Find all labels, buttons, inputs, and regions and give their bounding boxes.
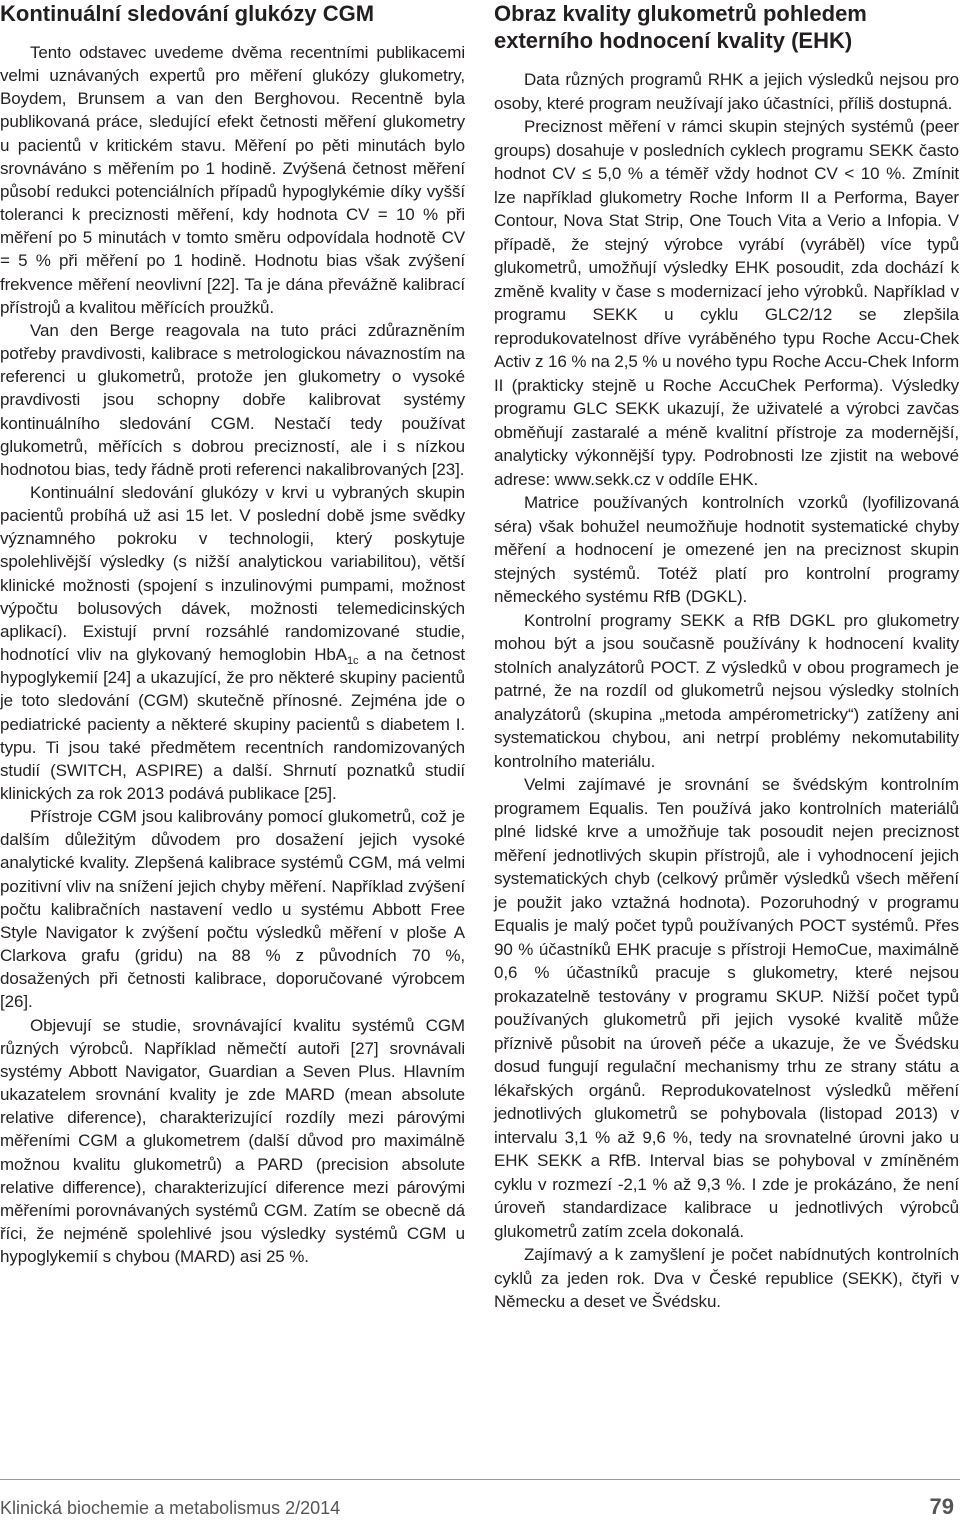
paragraph: Preciznost měření v rámci skupin stejných systémů (peer groups) dosahuje v posledních cyklech programu SEKK často hodnot CV ≤ 5,0 % a téměř vždy hodnot CV < 10 %. Zmínit lze například glukometry Roche Inform II a Performa, Bayer Contour, Nova Stat Strip, One Touch Vita a Verio a Infopia. V případě, že stejný výrobce vyrábí (vyráběl) více typů glukometrů, umožňují výsledky EHK posoudit, zda dochází k změně kvality v čase s modernizací jeho výrobků. Například v programu SEKK u cyklu GLC2/12 se zlepšila reprodukovatelnost dříve vyráběného typu Roche Accu-Chek Activ z 16 % na 2,5 % u nového typu Roche Accu-Chek Inform II (prakticky stejně u Roche AccuChek Performa). Výsledky programu GLC SEKK ukazují, že uživatelé a výrobci zavčas obměňují zastaralé a méně kvalitní přístroje za modernější, analyticky výkonnější typy. Podrobnosti lze zjistit na webové adrese: www.sekk.cz v oddíle EHK.	[494, 117, 959, 489]
paragraph: Velmi zajímavé je srovnání se švédským kontrolním programem Equalis. Ten používá jako kontrolních materiálů plné lidské krve a umožňuje tak posoudit nejen preciznost měření jednotlivých skupin přístrojů, ale i vyhodnocení jejich systematických chyb (celkový průměr výsledků všech měření je použit jako vztažná hodnota). Pozoruhodný v programu Equalis je malý počet typů používaných POCT systémů. Přes 90 % účastníků EHK pracuje s přístroji HemoCue, maximálně 0,6 % účastníků pracuje s glukometry, které nejsou prokazatelně testovány v programu SKUP. Nižší počet typů používaných glukometrů při jejich vysoké kvalitě může příznivě působit na úroveň péče a ukazuje, že ve Švédsku dosud fungují regulační mechanismy trhu ze strany státu a lékařských orgánů. Reprodukovatelnost výsledků měření jednotlivých glukometrů se pohybovala (listopad 2013) v intervalu 3,1 % až 9,6 %, tedy na srovnatelné úrovni jako u EHK SEKK a RfB. Interval bias se pohyboval v zmíněném cyklu v rozmezí -2,1 % až 9,3 %. I zde je prokázáno, že není úroveň standardizace kalibrace u jednotlivých výrobců glukometrů zatím zcela dokonalá.	[494, 775, 959, 1241]
footer-journal-title: Klinická biochemie a metabolismus 2/2014	[0, 1498, 341, 1518]
paragraph: Kontrolní programy SEKK a RfB DGKL pro glukometry mohou být a jsou současně používány k hodnocení kvality stolních analyzátorů POCT. Z výsledků v obou programech je patrné, že na rozdíl od glukometrů nejsou výsledky stolních analyzátorů (skupina „metoda ampérometricky“) zatíženy ani systematickou chybou, ani netrpí problémy nekomutability kontrolního materiálu.	[494, 610, 959, 771]
paragraph: Zajímavý a k zamyšlení je počet nabídnutých kontrolních cyklů za jeden rok. Dva v České republice (SEKK), čtyři v Německu a deset ve Švédsku.	[494, 1245, 959, 1311]
paragraph-text: Kontinuální sledování glukózy v krvi u vybraných skupin pacientů probíhá už asi 15 let. V poslední době jsme svědky významného pokroku v technologii, který poskytuje spolehlivější výsledky (s nižší analytickou variabilitou), větší klinické možnosti (spojení s inzulinovými pumpami, možnost výpočtu bolusových dávek, možnosti telemedicinských aplikací). Existují první rozsáhlé randomizované studie, hodnotící vliv na glykovaný hemoglobin HbA	[0, 482, 465, 665]
paragraph-text: a na četnost hypoglykemií [24] a ukazující, že pro některé skupiny pacientů je toto sledování (CGM) skutečně přínosné. Zejména jde o pediatrické pacienty a některé skupiny pacientů s diabetem I. typu. Ti jsou také předmětem recentních randomizovaných studií (SWITCH, ASPIRE) a další. Shrnutí poznatků studií klinických za rok 2013 podává publikace [25].	[0, 645, 466, 803]
left-column	[0, 0, 465, 1268]
hba-subscript: 1c	[346, 655, 359, 668]
right-column	[494, 0, 959, 1314]
page-number: 79	[929, 1494, 954, 1519]
paragraph: Data různých programů RHK a jejich výsledků nejsou pro osoby, které program neužívají jako účastníci, příliš dostupná.	[494, 70, 959, 113]
paragraph: Van den Berge reagovala na tuto práci zdůrazněním potřeby pravdivosti, kalibrace s metrologickou návaznostím na referenci u glukometrů, protože jen glukometry o vysoké pravdivosti jsou schopny dobře kalibrovat systémy kontinuálního sledování CGM. Nestačí tedy používat glukometrů, měřících s dobrou precizností, ale i s nízkou hodnotou bias, tedy řádně proti referenci nakalibrovaných [23].	[0, 320, 465, 479]
paragraph: Objevují se studie, srovnávající kvalitu systémů CGM různých výrobců. Například němečtí autoři [27] srovnávali systémy Abbott Navigator, Guardian a Seven Plus. Hlavním ukazatelem srovnání kvality je zde MARD (mean absolute relative diference), charakterizující rozdíly mezi párovými měřeními CGM a glukometrem (další důvod pro maximálně možnou kvalitu glukometrů) a PARD (precision absolute relative difference), charakterizující diference mezi párovými měřeními porovnávaných systémů CGM. Zatím se obecně dá říci, že nejméně spolehlivé jsou výsledky systémů CGM u hypoglykemií s chybou (MARD) asi 25 %.	[0, 1015, 465, 1267]
paragraph	[0, 481, 465, 805]
paragraph: Tento odstavec uvedeme dvěma recentními publikacemi velmi uznávaných expertů pro měření glukózy glukometry, Boydem, Brunsem a van den Berghovou. Recentně byla publikovaná práce, sledující efekt četnosti měření glukometry u pacientů v kritickém stavu. Měření po pěti minutách bylo srovnáváno s měřením po 1 hodině. Zvýšená četnost měření působí redukci potenciálních případů hypoglykémie díky vyšší toleranci k preciznosti měření, kdy hodnota CV = 10 % při měření po 5 minutách v tomto směru odpovídala hodnotě CV = 5 % při měření po 1 hodině. Hodnotu bias však zvýšení frekvence měření neovlivní [22]. Ta je dána převážně kalibrací přístrojů a kvalitou měřících proužků.	[0, 43, 465, 317]
section-heading-ehk: Obraz kvality glukometrů pohledem externího hodnocení kvality (EHK)	[494, 1, 867, 53]
footer-divider	[0, 1479, 960, 1480]
section-heading-cgm: Kontinuální sledování glukózy CGM	[0, 1, 375, 26]
paragraph: Matrice používaných kontrolních vzorků (lyofilizovaná séra) však bohužel neumožňuje hodnotit systematické chyby měření a hodnocení je omezené jen na preciznost skupin stejných systémů. Totéž platí pro kontrolní programy německého systému RfB (DGKL).	[494, 493, 959, 606]
paragraph: Přístroje CGM jsou kalibrovány pomocí glukometrů, což je dalším důležitým důvodem pro dosažení jejich vysoké analytické kvality. Zlepšená kalibrace systémů CGM, má velmi pozitivní vliv na snížení jejich chyby měření. Například zvýšení počtu kalibračních nastavení vedlo u systému Abbott Free Style Navigator k zvýšení počtu výsledků měření v ploše A Clarkova grafu (gridu) na 88 % z původních 70 %, dosažených při četnosti kalibrace, doporučované výrobcem [26].	[0, 807, 465, 1012]
